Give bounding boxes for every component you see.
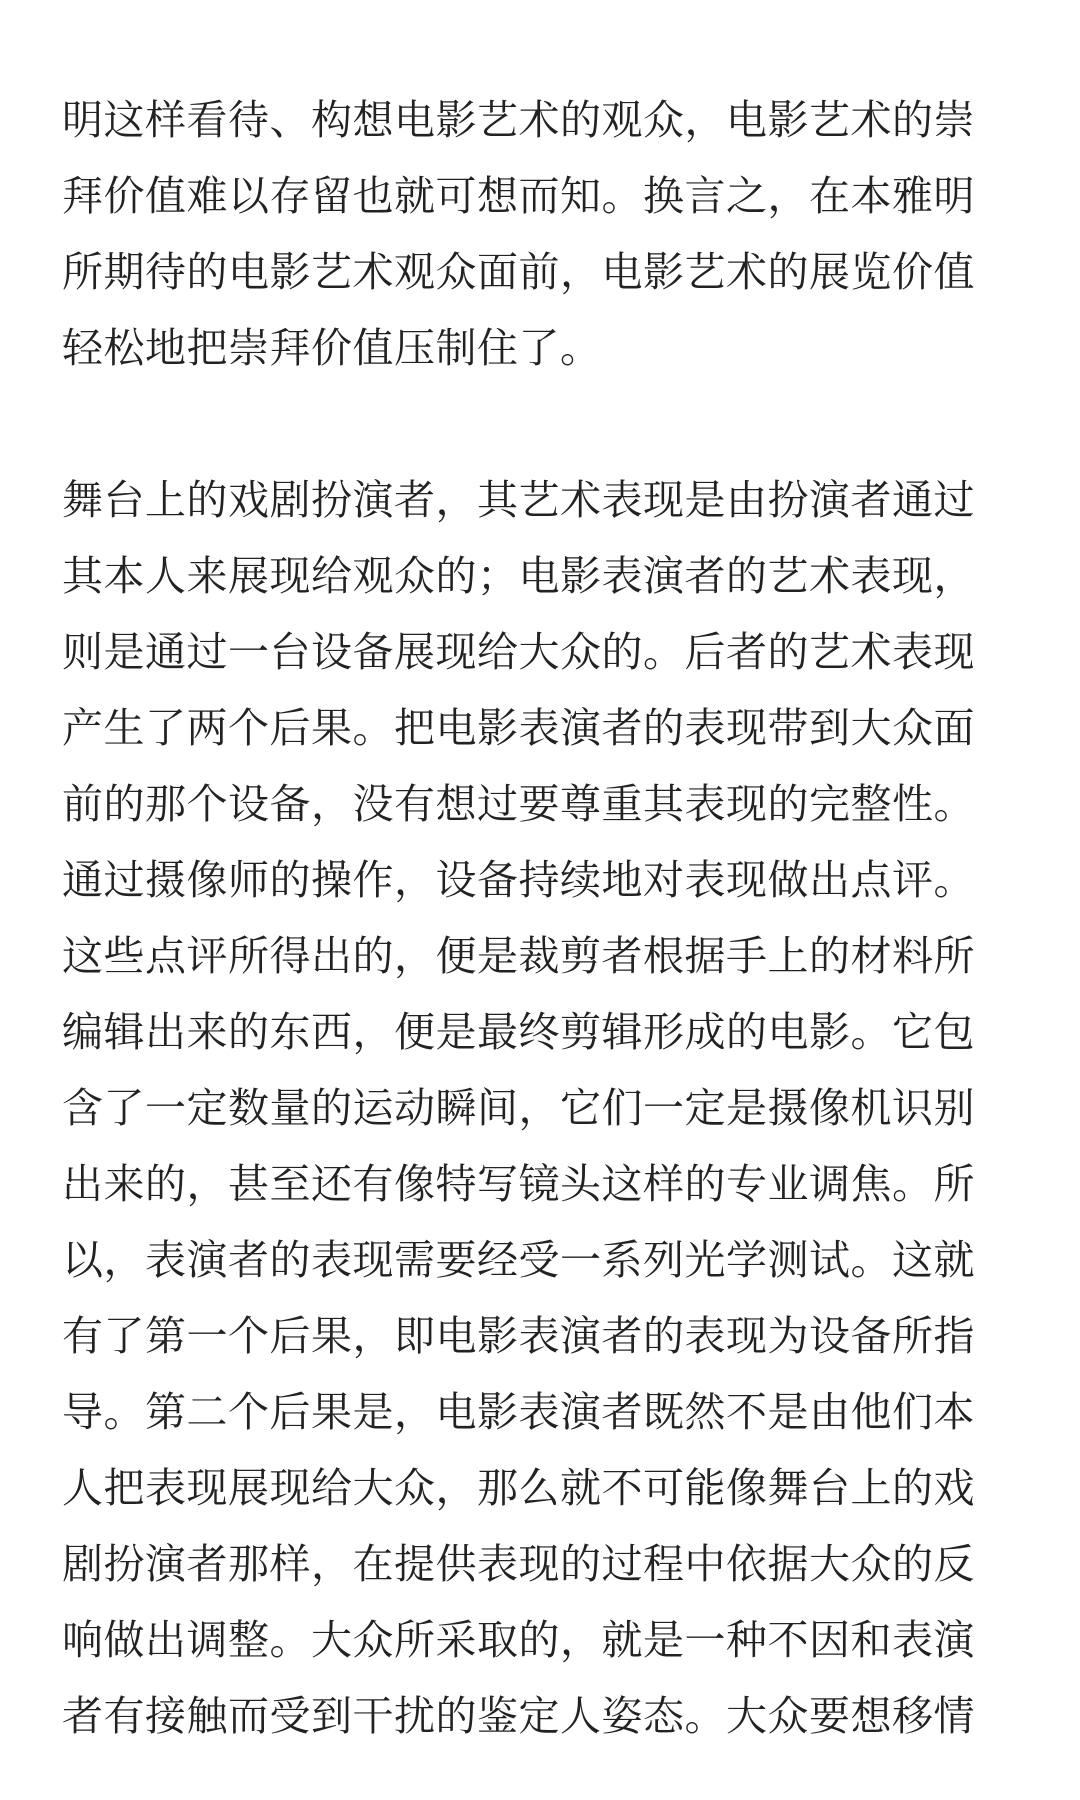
text-line: 出来的，甚至还有像特写镜头这样的专业调焦。所: [62, 1160, 975, 1208]
text-line: 导。第二个后果是，电影表演者既然不是由他们本: [62, 1388, 975, 1436]
text-line: 轻松地把崇拜价值压制住了。: [62, 324, 602, 372]
text-line: 剧扮演者那样，在提供表现的过程中依据大众的反: [62, 1540, 975, 1588]
text-line: 有了第一个后果，即电影表演者的表现为设备所指: [62, 1312, 975, 1360]
text-line: 人把表现展现给大众，那么就不可能像舞台上的戏: [62, 1464, 975, 1512]
text-line: 明这样看待、构想电影艺术的观众，电影艺术的崇: [62, 96, 975, 144]
text-line: 这些点评所得出的，便是裁剪者根据手上的材料所: [62, 932, 975, 980]
text-line: 其本人来展现给观众的；电影表演者的艺术表现，: [62, 552, 975, 600]
text-line: 以，表演者的表现需要经受一系列光学测试。这就: [62, 1236, 975, 1284]
text-line: 通过摄像师的操作，设备持续地对表现做出点评。: [62, 856, 975, 904]
text-line: 前的那个设备，没有想过要尊重其表现的完整性。: [62, 780, 975, 828]
text-line: 编辑出来的东西，便是最终剪辑形成的电影。它包: [62, 1008, 975, 1056]
text-line: 者有接触而受到干扰的鉴定人姿态。大众要想移情: [62, 1692, 975, 1740]
paragraph-2: [62, 462, 1022, 1754]
paragraph-1: [62, 82, 1022, 386]
text-line: 则是通过一台设备展现给大众的。后者的艺术表现: [62, 628, 975, 676]
text-line: 响做出调整。大众所采取的，就是一种不因和表演: [62, 1616, 975, 1664]
text-line: 拜价值难以存留也就可想而知。换言之，在本雅明: [62, 172, 975, 220]
article-body: [62, 82, 1022, 1754]
text-line: 所期待的电影艺术观众面前，电影艺术的展览价值: [62, 248, 975, 296]
text-line: 含了一定数量的运动瞬间，它们一定是摄像机识别: [62, 1084, 975, 1132]
text-line: 产生了两个后果。把电影表演者的表现带到大众面: [62, 704, 975, 752]
text-line: 舞台上的戏剧扮演者，其艺术表现是由扮演者通过: [62, 476, 975, 524]
